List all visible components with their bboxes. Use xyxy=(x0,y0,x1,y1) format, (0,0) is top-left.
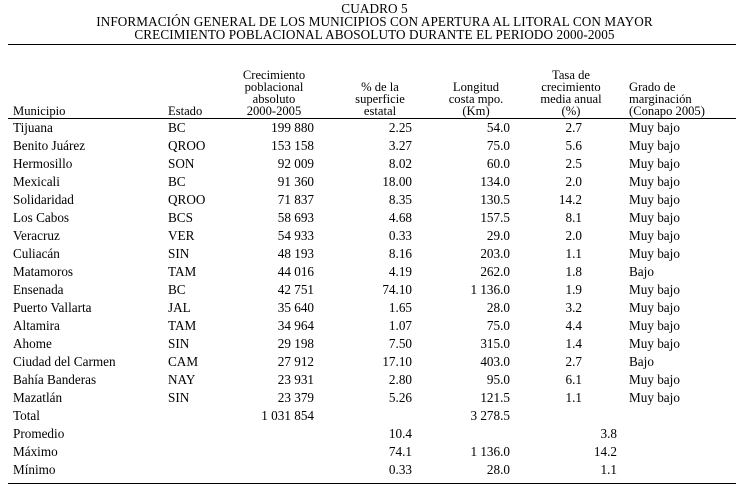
cell-municipio: Puerto Vallarta xyxy=(13,300,92,315)
cell-crecimiento: 71 837 xyxy=(277,192,314,207)
summary-superficie: 0.33 xyxy=(388,462,412,477)
table-row xyxy=(0,175,749,193)
summary-superficie: 10.4 xyxy=(388,426,412,441)
cell-tasa: 2.0 xyxy=(565,174,582,189)
cell-municipio: Veracruz xyxy=(13,228,60,243)
bottom-rule xyxy=(8,483,736,484)
summary-row-promedio xyxy=(0,427,749,445)
cell-superficie: 7.50 xyxy=(388,336,412,351)
cell-tasa: 6.1 xyxy=(565,372,582,387)
cell-grado: Muy bajo xyxy=(629,318,680,333)
summary-label: Total xyxy=(13,408,40,423)
summary-superficie: 74.1 xyxy=(388,444,412,459)
cell-superficie: 4.19 xyxy=(388,264,412,279)
cell-municipio: Solidaridad xyxy=(13,192,74,207)
cell-crecimiento: 35 640 xyxy=(277,300,314,315)
table-caption-number: CUADRO 5 xyxy=(341,1,408,16)
cell-estado: BCS xyxy=(168,210,193,225)
cell-grado: Muy bajo xyxy=(629,156,680,171)
summary-row-minimo xyxy=(0,463,749,481)
summary-tasa: 14.2 xyxy=(593,444,617,459)
cell-superficie: 8.16 xyxy=(388,246,412,261)
cell-municipio: Ensenada xyxy=(13,282,64,297)
header-tasa: Tasa de crecimiento media anual (%) xyxy=(540,68,602,118)
cell-grado: Bajo xyxy=(629,354,654,369)
cell-grado: Muy bajo xyxy=(629,246,680,261)
header-grado: Grado de marginación (Conapo 2005) xyxy=(629,80,705,118)
cell-municipio: Altamira xyxy=(13,318,60,333)
cell-tasa: 2.7 xyxy=(565,354,582,369)
cell-longitud: 134.0 xyxy=(480,174,510,189)
cell-tasa: 8.1 xyxy=(565,210,582,225)
cell-municipio: Matamoros xyxy=(13,264,74,279)
cell-municipio: Benito Juárez xyxy=(13,138,86,153)
cell-crecimiento: 92 009 xyxy=(277,156,314,171)
cell-municipio: Bahía Banderas xyxy=(13,372,97,387)
table-row xyxy=(0,157,749,175)
cell-estado: SIN xyxy=(168,390,190,405)
cell-tasa: 2.0 xyxy=(565,228,582,243)
summary-longitud: 28.0 xyxy=(486,462,510,477)
cell-longitud: 28.0 xyxy=(486,300,510,315)
cell-tasa: 4.4 xyxy=(565,318,582,333)
cell-estado: BC xyxy=(168,120,186,135)
cell-longitud: 95.0 xyxy=(486,372,510,387)
cell-longitud: 75.0 xyxy=(486,318,510,333)
cell-superficie: 18.00 xyxy=(382,174,412,189)
cell-crecimiento: 91 360 xyxy=(277,174,314,189)
cell-superficie: 8.02 xyxy=(388,156,412,171)
table-row xyxy=(0,283,749,301)
cell-tasa: 14.2 xyxy=(558,192,582,207)
cell-grado: Muy bajo xyxy=(629,192,680,207)
summary-longitud: 1 136.0 xyxy=(470,444,510,459)
cell-crecimiento: 23 931 xyxy=(277,372,314,387)
table-row xyxy=(0,373,749,391)
table-row xyxy=(0,265,749,283)
cell-crecimiento: 54 933 xyxy=(277,228,314,243)
summary-tasa: 1.1 xyxy=(600,462,617,477)
cell-grado: Muy bajo xyxy=(629,228,680,243)
header-superficie: % de la superficie estatal xyxy=(355,80,405,118)
cell-grado: Muy bajo xyxy=(629,282,680,297)
cell-tasa: 1.4 xyxy=(565,336,582,351)
table-row xyxy=(0,121,749,139)
cell-estado: BC xyxy=(168,282,186,297)
cell-tasa: 1.9 xyxy=(565,282,582,297)
cell-tasa: 5.6 xyxy=(565,138,582,153)
cell-tasa: 1.8 xyxy=(565,264,582,279)
table-title-line-1: INFORMACIÓN GENERAL DE LOS MUNICIPIOS CON APERTURA AL LITORAL CON MAYOR xyxy=(96,14,653,29)
cell-municipio: Mazatlán xyxy=(13,390,63,405)
cell-longitud: 157.5 xyxy=(480,210,510,225)
cell-crecimiento: 23 379 xyxy=(277,390,314,405)
table-row xyxy=(0,193,749,211)
table-row xyxy=(0,247,749,265)
summary-label: Máximo xyxy=(13,444,58,459)
cell-grado: Muy bajo xyxy=(629,174,680,189)
summary-crecimiento: 1 031 854 xyxy=(261,408,314,423)
cell-crecimiento: 199 880 xyxy=(271,120,314,135)
cell-longitud: 121.5 xyxy=(480,390,510,405)
cell-grado: Muy bajo xyxy=(629,390,680,405)
cell-estado: VER xyxy=(168,228,195,243)
table-row xyxy=(0,391,749,409)
cell-estado: TAM xyxy=(168,318,197,333)
cell-superficie: 74.10 xyxy=(382,282,412,297)
cell-municipio: Ahome xyxy=(13,336,52,351)
header-longitud: Longitud costa mpo. (Km) xyxy=(448,80,504,118)
cell-superficie: 3.27 xyxy=(388,138,412,153)
cell-estado: CAM xyxy=(168,354,199,369)
cell-longitud: 262.0 xyxy=(480,264,510,279)
cell-crecimiento: 48 193 xyxy=(277,246,314,261)
cell-municipio: Hermosillo xyxy=(13,156,73,171)
cell-superficie: 1.65 xyxy=(388,300,412,315)
cell-crecimiento: 27 912 xyxy=(277,354,314,369)
cell-longitud: 315.0 xyxy=(480,336,510,351)
cell-longitud: 54.0 xyxy=(486,120,510,135)
table-row xyxy=(0,355,749,373)
header-estado: Estado xyxy=(168,104,203,118)
cell-longitud: 1 136.0 xyxy=(470,282,510,297)
cell-longitud: 130.5 xyxy=(480,192,510,207)
cell-crecimiento: 153 158 xyxy=(271,138,314,153)
table-row xyxy=(0,301,749,319)
cell-grado: Muy bajo xyxy=(629,372,680,387)
cell-estado: QROO xyxy=(168,192,206,207)
cell-longitud: 203.0 xyxy=(480,246,510,261)
cell-crecimiento: 58 693 xyxy=(277,210,314,225)
cell-tasa: 1.1 xyxy=(565,390,582,405)
table-row xyxy=(0,139,749,157)
cell-superficie: 5.26 xyxy=(388,390,412,405)
cell-estado: JAL xyxy=(168,300,191,315)
cell-crecimiento: 34 964 xyxy=(277,318,314,333)
cell-tasa: 3.2 xyxy=(565,300,582,315)
header-rule xyxy=(8,118,736,119)
cell-superficie: 8.35 xyxy=(388,192,412,207)
table-row xyxy=(0,229,749,247)
cell-grado: Muy bajo xyxy=(629,336,680,351)
summary-row-maximo xyxy=(0,445,749,463)
cell-municipio: Mexicali xyxy=(13,174,60,189)
summary-longitud: 3 278.5 xyxy=(470,408,510,423)
cell-estado: SON xyxy=(168,156,195,171)
cell-estado: SIN xyxy=(168,246,190,261)
cell-estado: BC xyxy=(168,174,186,189)
cell-grado: Bajo xyxy=(629,264,654,279)
cell-superficie: 2.80 xyxy=(388,372,412,387)
header-crecimiento: Crecimiento poblacional absoluto 2000-2005 xyxy=(242,68,306,118)
cell-tasa: 2.7 xyxy=(565,120,582,135)
cell-crecimiento: 29 198 xyxy=(277,336,314,351)
cell-grado: Muy bajo xyxy=(629,210,680,225)
header-municipio: Municipio xyxy=(13,104,66,118)
cell-longitud: 29.0 xyxy=(486,228,510,243)
cell-superficie: 17.10 xyxy=(382,354,412,369)
cell-longitud: 75.0 xyxy=(486,138,510,153)
cell-municipio: Ciudad del Carmen xyxy=(13,354,116,369)
table-row xyxy=(0,319,749,337)
summary-tasa: 3.8 xyxy=(600,426,617,441)
cell-grado: Muy bajo xyxy=(629,120,680,135)
cell-superficie: 1.07 xyxy=(388,318,412,333)
cell-crecimiento: 44 016 xyxy=(277,264,314,279)
cell-municipio: Culiacán xyxy=(13,246,60,261)
cell-tasa: 1.1 xyxy=(565,246,582,261)
table-title-line-2: CRECIMIENTO POBLACIONAL ABOSOLUTO DURANTE EL PERIODO 2000-2005 xyxy=(134,27,615,42)
cell-municipio: Tijuana xyxy=(13,120,53,135)
cell-estado: NAY xyxy=(168,372,196,387)
cell-longitud: 60.0 xyxy=(486,156,510,171)
cell-estado: SIN xyxy=(168,336,190,351)
cell-grado: Muy bajo xyxy=(629,138,680,153)
cell-superficie: 4.68 xyxy=(388,210,412,225)
cell-crecimiento: 42 751 xyxy=(277,282,314,297)
summary-label: Mínimo xyxy=(13,462,56,477)
cell-estado: TAM xyxy=(168,264,197,279)
cell-longitud: 403.0 xyxy=(480,354,510,369)
cell-superficie: 2.25 xyxy=(388,120,412,135)
summary-label: Promedio xyxy=(13,426,65,441)
table-row xyxy=(0,211,749,229)
cell-estado: QROO xyxy=(168,138,206,153)
summary-row-total xyxy=(0,409,749,427)
cell-grado: Muy bajo xyxy=(629,300,680,315)
cell-superficie: 0.33 xyxy=(388,228,412,243)
table-row xyxy=(0,337,749,355)
cell-municipio: Los Cabos xyxy=(13,210,70,225)
top-rule xyxy=(8,44,736,45)
cell-tasa: 2.5 xyxy=(565,156,582,171)
